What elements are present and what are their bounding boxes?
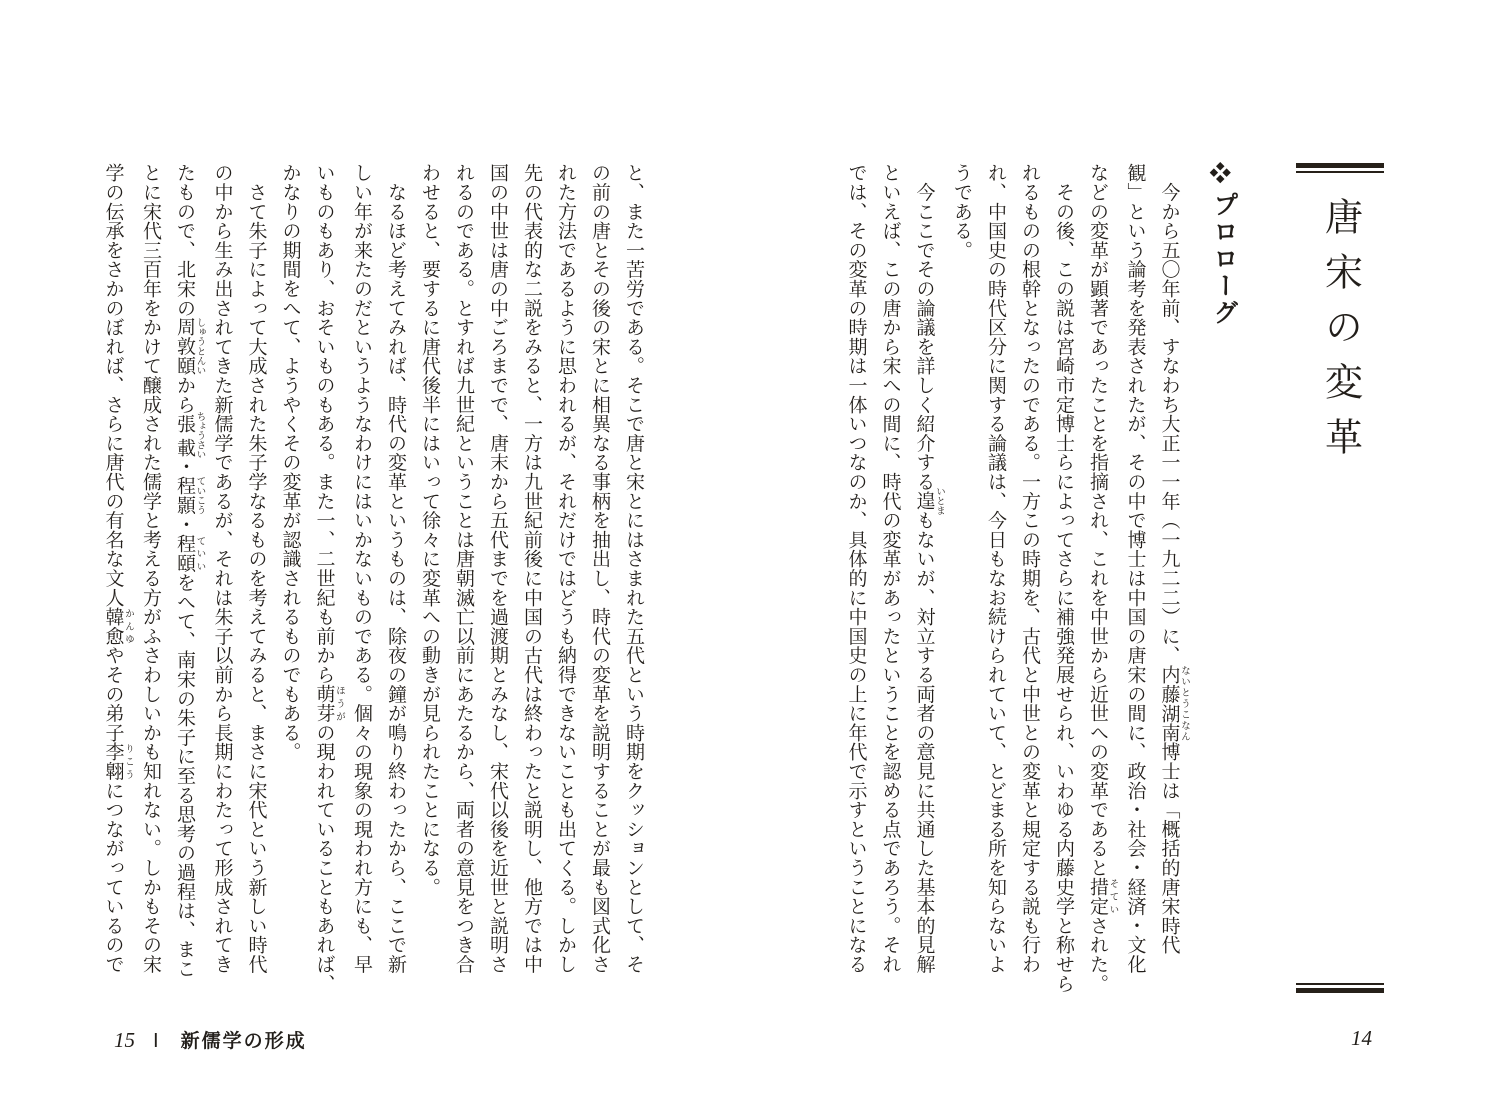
text-column: れるのである。とすれば九世紀ということは唐朝滅亡以前にあたるから、両者の意見をつき合 — [453, 163, 474, 974]
rule-thick — [1296, 988, 1384, 993]
text-column: しい年が来たのだというようなわけにはいかないものである。個々の現象の現われ方にも、早 — [351, 163, 372, 974]
running-title: 新儒学の形成 — [180, 1031, 307, 1052]
four-diamond-icon — [1209, 162, 1230, 183]
rule-thin — [1296, 983, 1384, 985]
text-column: わせると、要するに唐代後半にはいって徐々に変革への動きが見られたことになる。 — [419, 163, 440, 897]
right-page-footer — [1351, 1026, 1372, 1051]
furigana-annotated-word: 李翺 りこう — [102, 742, 133, 781]
text-column: 学の伝承をさかのぼれば、さらに唐代の有名な文人韓愈 かんゆやその弟子李翺 りこうにつながっているので — [102, 163, 133, 974]
left-page-footer — [114, 1026, 307, 1053]
left-page-body — [102, 163, 650, 1011]
furigana-annotated-word: 程頤 ていい — [174, 534, 205, 573]
right-page-body — [845, 163, 1189, 1011]
text-column: 今から五〇年前、すなわち大正一一年（一九二二）に、内藤湖南 ないとうこなん博士は「概括的唐宋時代 — [1158, 163, 1189, 955]
furigana-annotated-word: 萌芽 ほうが — [313, 684, 344, 723]
text-column: なるほど考えてみれば、時代の変革というものは、除夜の鐘が鳴り終わったから、ここで新 — [385, 163, 406, 974]
furigana-annotated-word: 周敦頤 しゅうとんい — [174, 317, 205, 376]
section-heading — [1206, 162, 1242, 562]
text-column: などの変革が顕著であったことを指摘され、これを中世から近世への変革であると措定 そていされた。 — [1087, 163, 1118, 993]
text-column: うである。 — [951, 163, 972, 260]
page-number-left: 15 — [114, 1028, 135, 1052]
furigana-annotated-word: 張載 ちょうさい — [174, 411, 205, 460]
text-column: の前の唐とその後の宋とに相異なる事柄を抽出し、時代の変革を説明することが最も図式化さ — [589, 163, 610, 974]
text-column: と、また一苦労である。そこで唐と宋とにはさまれた五代という時期をクッションとして、そ — [623, 163, 644, 974]
page-number-right: 14 — [1351, 1026, 1372, 1050]
text-column: さて朱子によって大成された朱子学なるものを考えてみると、まさに宋代という新しい時代 — [245, 163, 267, 974]
furigana-annotated-word: 措定 そてい — [1087, 877, 1118, 916]
text-column: 国の中世は唐の中ごろまでで、唐末から五代までを過渡期とみなし、宋代以後を近世と説明さ — [487, 163, 508, 974]
furigana-annotated-word: 遑 いとま — [913, 486, 944, 516]
furigana-annotated-word: 韓愈 かんゆ — [102, 606, 133, 646]
chapter-rule-bottom — [1296, 983, 1384, 993]
text-column: かなりの期間をへて、ようやくその変革が認識されるものでもある。 — [279, 163, 301, 762]
furigana-annotated-word: 程顥 ていこう — [174, 476, 205, 515]
text-column: れるものの根幹となったのである。一方この時期を、古代と中世との変革と規定する説も行わ — [1019, 163, 1040, 974]
text-column: では、その変革の時期は一体いつなのか、具体的に中国史の上に年代で示すということになる — [845, 163, 867, 974]
text-column: たもので、北宋の周敦頤 しゅうとんいから張載 ちょうさい・程顥 ていこう・程頤 ていいをへて、南宋の朱子に至る思考の過程は、まこ — [174, 163, 205, 979]
part-numeral: Ⅰ — [153, 1031, 159, 1052]
section-heading-label: プロローグ — [1210, 191, 1238, 327]
text-column: 今ここでその論議を詳しく紹介する遑 いとまもないが、対立する両者の意見に共通した基本的見解 — [913, 163, 944, 974]
text-column: とに宋代三百年をかけて醸成された儒学と考える方がふさわしいかも知れない。しかもその宋 — [140, 163, 161, 974]
rule-thin — [1296, 171, 1384, 173]
text-column: といえば、この唐から宋への間に、時代の変革があったということを認める点であろう。それ — [879, 163, 901, 974]
chapter-title-block — [1296, 163, 1384, 993]
furigana-annotated-word: 内藤湖南 ないとうこなん — [1158, 664, 1189, 743]
text-column: 観」という論考を発表されたが、その中で博士は中国の唐宋の間に、政治・社会・経済・文化 — [1124, 163, 1146, 974]
text-column: れた方法であるように思われるが、それだけではどうも納得できないことも出てくる。しかし — [555, 163, 576, 974]
text-column: 先の代表的な二説をみると、一方は九世紀前後に中国の古代は終わったと説明し、他方では中 — [521, 163, 542, 974]
text-column: その後、この説は宮崎市定博士らによってさらに補強発展せられ、いわゆる内藤史学と称せら — [1053, 163, 1074, 993]
text-column: れ、中国史の時代区分に関する論議は、今日もなお続けられていて、とどまる所を知らないよ — [985, 163, 1006, 974]
chapter-rule-top — [1296, 163, 1384, 173]
text-column: いものもあり、おそいものもある。また一、二世紀も前から萌芽 ほうがの現われていることもあれば、 — [313, 163, 344, 993]
text-column: の中から生み出されてきた新儒学であるが、それは朱子以前から長期にわたって形成されてき — [211, 163, 233, 974]
chapter-title: 唐宋の変革 — [1318, 197, 1361, 472]
rule-thick — [1296, 163, 1384, 168]
